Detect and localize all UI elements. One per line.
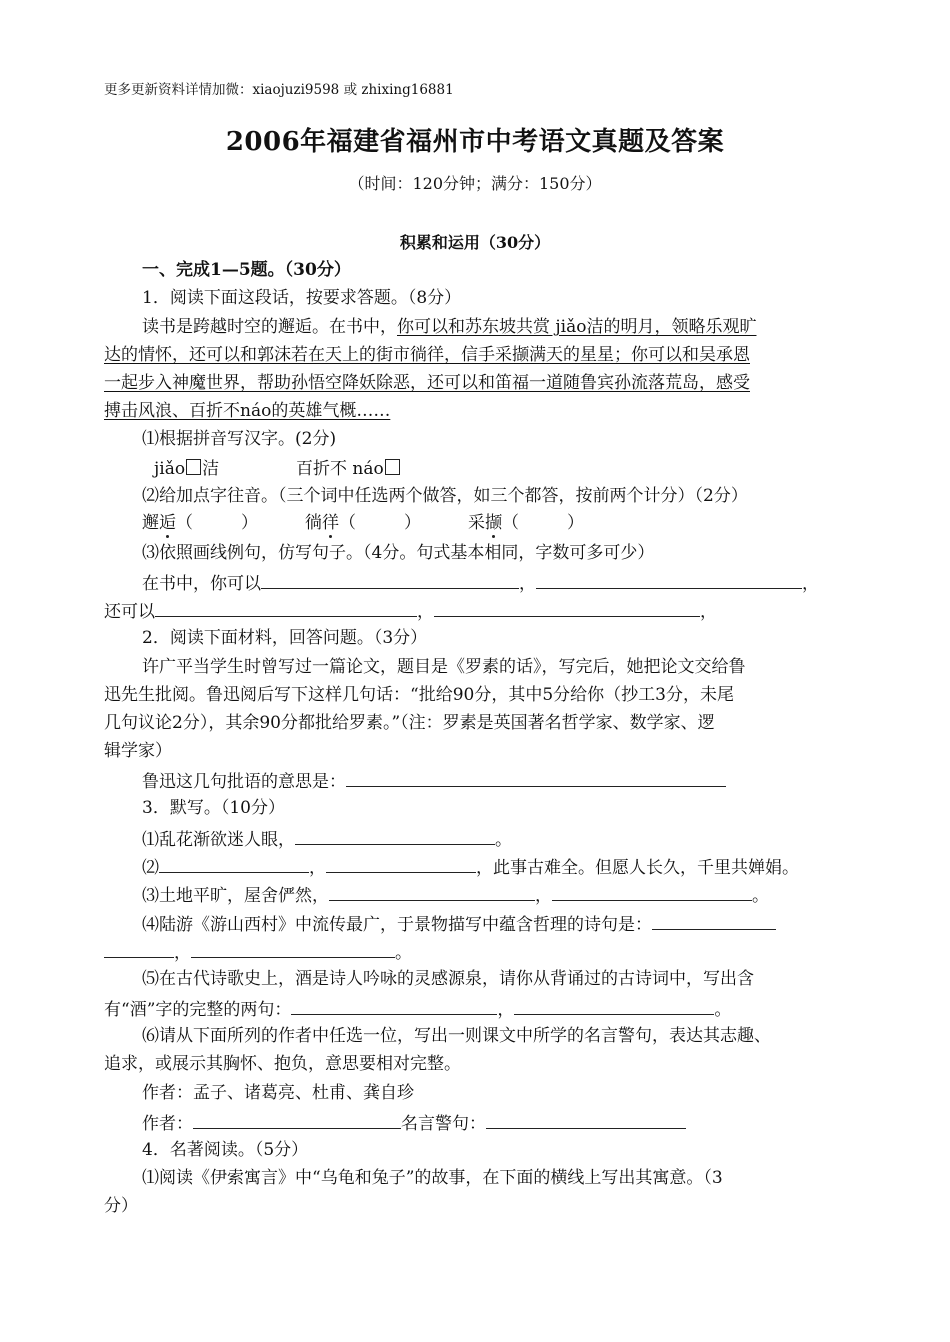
q3-item-text: ⑴乱花渐欲迷人眼， — [142, 830, 295, 850]
word-char: 采 — [468, 513, 485, 533]
q1-pinyin-item-2 — [296, 457, 401, 481]
q1-passage-underlined: 你可以和苏东坡共赏 jiǎo洁的明月，领略乐观旷 — [397, 317, 757, 337]
comma: ， — [174, 943, 191, 963]
answer-box[interactable] — [186, 459, 201, 475]
word-char: 邂 — [142, 513, 159, 533]
q1-word-3 — [468, 511, 584, 535]
paren-open: （ — [176, 513, 193, 533]
comma: ， — [417, 602, 434, 622]
q4-item-1-line-1: ⑴阅读《伊索寓言》中“乌龟和兔子”的故事，在下面的横线上写出其寓意。（3 — [142, 1168, 723, 1188]
q3-item-4 — [142, 911, 776, 937]
q2-stem: 2．阅读下面材料，回答问题。（3分） — [142, 628, 428, 648]
fill-prefix: 还可以 — [104, 602, 155, 622]
q3-stem: 3．默写。（10分） — [142, 798, 285, 818]
answer-blank[interactable] — [159, 854, 309, 873]
word-char: 徜 — [305, 513, 322, 533]
q3-item-text: 有“酒”字的完整的两句： — [104, 1000, 292, 1020]
q3-item-5-line-2 — [104, 996, 731, 1022]
q1-passage-plain: 读书是跨越时空的邂逅。在书中， — [142, 317, 397, 337]
q3-item-text: ，此事古难全。但愿人长久，千里共婵娟。 — [476, 858, 799, 878]
comma: ， — [519, 574, 536, 594]
q1-passage-line-1 — [142, 315, 756, 339]
answer-blank[interactable] — [104, 939, 174, 958]
comma: ， — [535, 886, 552, 906]
answer-blank[interactable] — [486, 1110, 686, 1129]
q1-stem: 1．阅读下面这段话，按要求答题。（8分） — [142, 288, 462, 308]
answer-blank[interactable] — [652, 911, 776, 930]
answer-blank[interactable] — [155, 598, 417, 617]
q1-pinyin-item-1 — [154, 457, 219, 481]
q4-stem: 4．名著阅读。（5分） — [142, 1140, 309, 1160]
paren-close: ） — [404, 513, 421, 533]
q3-item-5-line-1: ⑸在古代诗歌史上，酒是诗人吟咏的灵感源泉，请你从背诵过的古诗词中，写出含 — [142, 969, 754, 989]
paren-open: （ — [339, 513, 356, 533]
comma: ， — [700, 602, 717, 622]
q1-passage-line-2: 达的情怀，还可以和郭沫若在天上的街市徜徉，信手采撷满天的星星；你可以和吴承恩 — [104, 345, 750, 365]
q2-passage-line-4: 辑学家） — [104, 741, 172, 761]
period: 。 — [714, 1000, 732, 1020]
q3-item-6-line-1: ⑹请从下面所列的作者中任选一位，写出一则课文中所学的名言警句，表达其志趣、 — [142, 1026, 771, 1046]
q1-passage-line-3: 一起步入神魔世界，帮助孙悟空降妖除恶，还可以和笛福一道随鲁宾孙流落荒岛，感受 — [104, 373, 750, 393]
q1-word-1 — [142, 511, 258, 535]
answer-blank[interactable] — [552, 882, 752, 901]
answer-blank[interactable] — [295, 826, 495, 845]
answer-blank[interactable] — [261, 570, 519, 589]
paren-close: ） — [241, 513, 258, 533]
q1-fill-line-1 — [142, 570, 819, 596]
q2-answer-prompt: 鲁迅这几句批语的意思是： — [142, 772, 346, 792]
answer-box[interactable] — [385, 459, 400, 475]
section-heading: 积累和运用（30分） — [399, 233, 551, 252]
comma: ， — [802, 574, 819, 594]
q2-passage-line-2: 迅先生批阅。鲁迅阅后写下这样几句话：“批给90分，其中5分给你（抄工3分，未尾 — [104, 685, 734, 705]
q4-item-1-line-2: 分） — [104, 1196, 138, 1216]
answer-blank[interactable] — [329, 882, 535, 901]
period: 。 — [495, 830, 512, 850]
answer-blank[interactable] — [326, 854, 476, 873]
answer-blank[interactable] — [536, 570, 802, 589]
q3-item-text: ⑵ — [142, 858, 159, 878]
q2-passage-line-1: 许广平当学生时曾写过一篇论文，题目是《罗素的话》，写完后，她把论文交给鲁 — [142, 657, 746, 677]
q3-item-3 — [142, 882, 769, 908]
quote-label: 名言警句： — [401, 1114, 486, 1134]
q3-authors: 作者：孟子、诸葛亮、杜甫、龚自珍 — [142, 1083, 414, 1103]
answer-blank[interactable] — [191, 939, 395, 958]
part1-heading: 一、完成1—5题。（30分） — [142, 260, 351, 280]
answer-blank[interactable] — [434, 598, 700, 617]
dotted-char: 撷 — [485, 513, 502, 533]
q3-item-text: ⑷陆游《游山西村》中流传最广，于景物描写中蕴含哲理的诗句是： — [142, 915, 652, 935]
comma: ， — [309, 858, 326, 878]
q1-sub3: ⑶依照画线例句，仿写句子。（4分。句式基本相同，字数可多可少） — [142, 543, 655, 563]
dotted-char: 逅 — [159, 513, 176, 533]
comma: ， — [497, 1000, 515, 1020]
pinyin-text: jiǎo — [154, 459, 186, 479]
period: 。 — [752, 886, 769, 906]
period: 。 — [395, 943, 412, 963]
q3-item-text: ⑶土地平旷，屋舍俨然， — [142, 886, 329, 906]
q3-author-quote-line — [142, 1110, 686, 1136]
exam-subtitle: （时间：120分钟；满分：150分） — [348, 174, 602, 193]
header-note: 更多更新资料详情加微：xiaojuzi9598 或 zhixing16881 — [104, 82, 454, 98]
q1-passage-line-4: 搏击风浪、百折不náo的英雄气概…… — [104, 401, 391, 421]
q1-sub1: ⑴根据拼音写汉字。(2分) — [142, 429, 337, 449]
q1-sub2: ⑵给加点字往音。（三个词中任选两个做答，如三个都答，按前两个计分）（2分） — [142, 486, 748, 506]
pinyin-suffix: 洁 — [202, 459, 220, 479]
q2-passage-line-3: 几句议论2分），其余90分都批给罗素。”（注：罗素是英国著名哲学家、数学家、逻 — [104, 713, 715, 733]
answer-blank[interactable] — [346, 768, 726, 787]
q3-item-6-line-2: 追求，或展示其胸怀、抱负，意思要相对完整。 — [104, 1054, 461, 1074]
author-label: 作者： — [142, 1114, 193, 1134]
paren-close: ） — [567, 513, 584, 533]
q3-item-2 — [142, 854, 799, 880]
answer-blank[interactable] — [514, 996, 714, 1015]
q1-word-2 — [305, 511, 421, 535]
q3-item-1 — [142, 826, 512, 852]
dotted-char: 徉 — [322, 513, 339, 533]
answer-blank[interactable] — [193, 1110, 401, 1129]
q2-answer-line — [142, 768, 726, 794]
pinyin-text: 百折不 náo — [296, 459, 384, 479]
q1-fill-line-2 — [104, 598, 717, 624]
fill-prefix: 在书中，你可以 — [142, 574, 261, 594]
paren-open: （ — [502, 513, 519, 533]
q3-item-4-cont — [104, 939, 412, 965]
page-title: 2006年福建省福州市中考语文真题及答案 — [225, 127, 725, 157]
answer-blank[interactable] — [291, 996, 497, 1015]
